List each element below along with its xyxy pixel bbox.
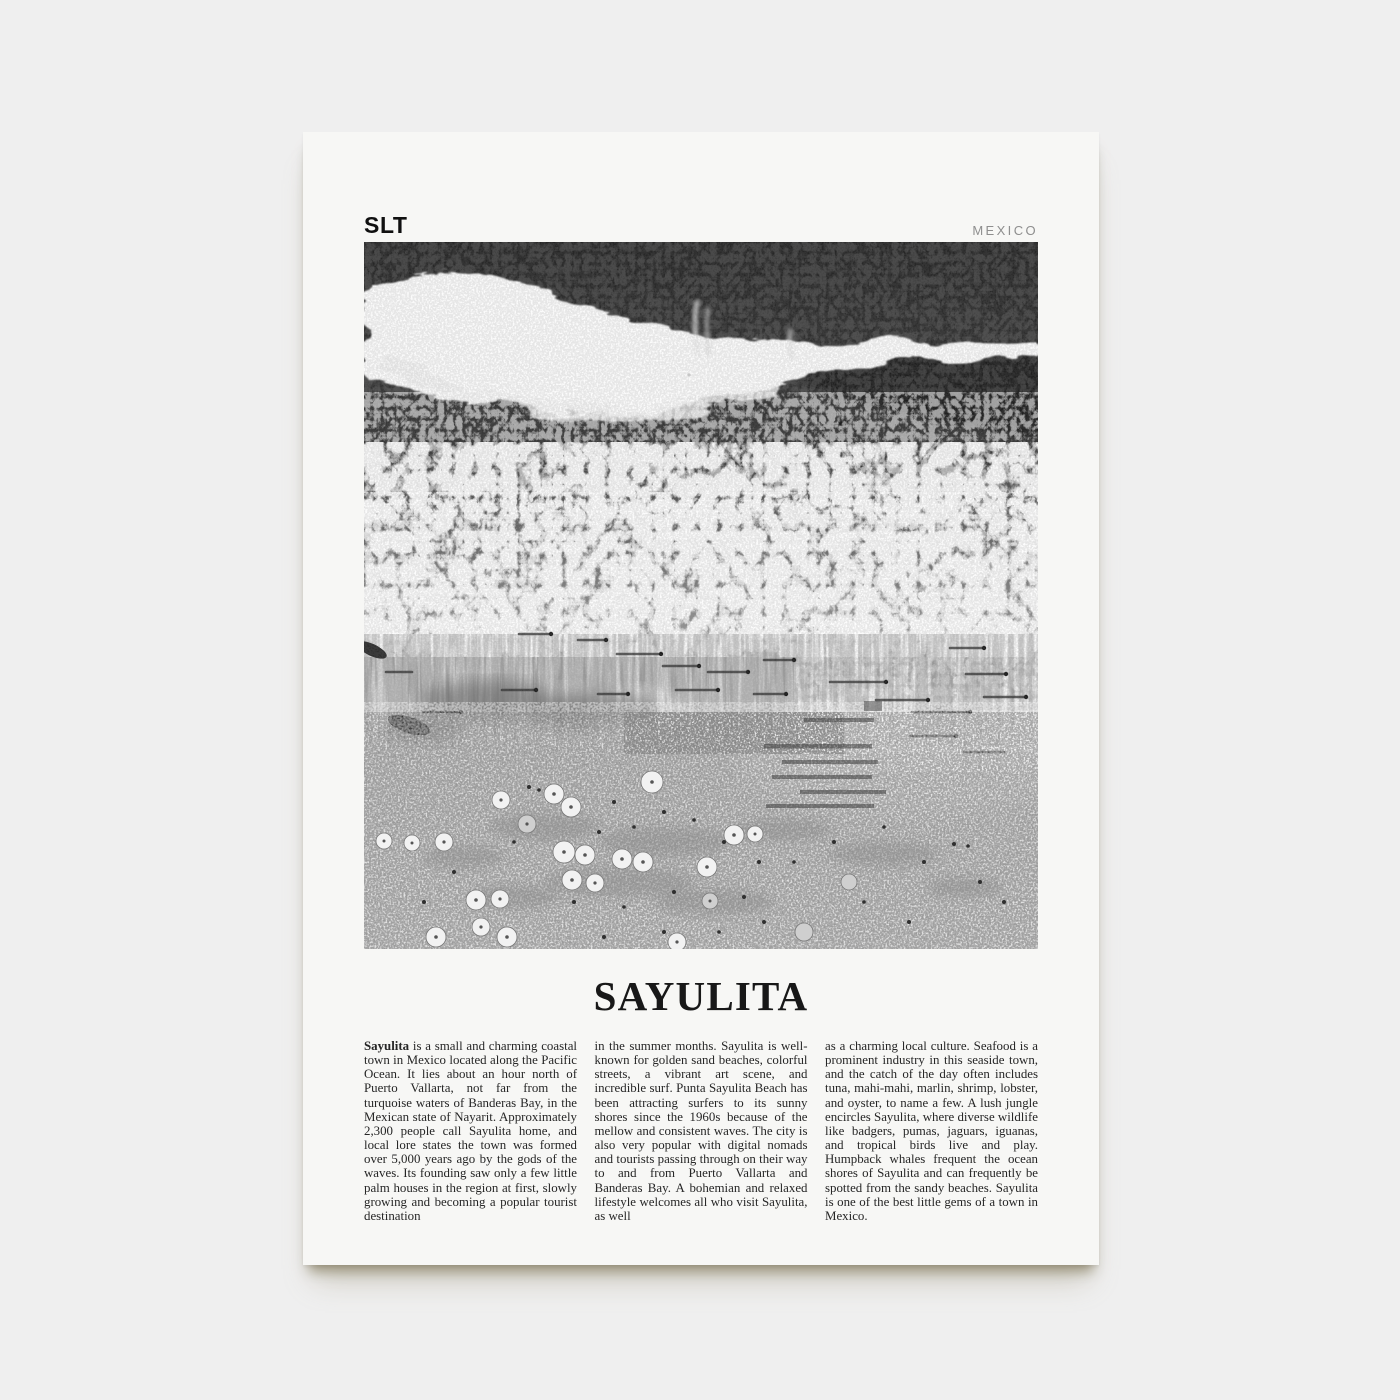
- article-column-1: [364, 1039, 577, 1223]
- aerial-beach-photo-art: [364, 242, 1038, 949]
- brand-logo: SLT: [364, 212, 408, 238]
- poster-content: [303, 132, 1099, 1223]
- hero-photo: [364, 242, 1038, 949]
- article-column-3: [825, 1039, 1038, 1223]
- lead-word: Sayulita: [364, 1039, 410, 1053]
- masthead: [364, 212, 1038, 237]
- page-title: SAYULITA: [593, 973, 809, 1019]
- article-columns: [364, 1039, 1038, 1223]
- column-text: as a charming local culture. Seafood is a prominent industry in this seaside town, and the catch of the day often includes tuna, mahi-mahi, marlin, shrimp, lobster, and oyster, to name a few. A lush jungle encircles Sayulita, where diverse wildlife like badgers, pumas, jaguars, iguanas, and tropical birds live and play. Humpback whales frequent the ocean shores of Sayulita and can frequently be spotted from the sandy beaches. Sayulita is one of the best little gems of a town in Mexico.: [825, 1039, 1038, 1223]
- column-text: is a small and charming coastal town in Mexico located along the Pacific Ocean. It lies about an hour north of Puerto Vallarta, not far from the turquoise waters of Banderas Bay, in the Mexican state of Nayarit. Approximately 2,300 people call Sayulita home, and local lore states the town was formed over 5,000 years ago by the gods of the waves. Its founding saw only a few little palm houses in the region at first, slowly growing and becoming a popular tourist destination: [364, 1039, 577, 1223]
- article-column-2: [595, 1039, 808, 1223]
- country-label: MEXICO: [972, 223, 1038, 238]
- column-text: in the summer months. Sayulita is well-known for golden sand beaches, colorful streets, a vibrant art scene, and incredible surf. Punta Sayulita Beach has been attracting surfers to its sunny shores since the 1960s because of the mellow and consistent waves. The city is also very popular with digital nomads and tourists passing through on their way to and from Puerto Vallarta and Banderas Bay. A bohemian and relaxed lifestyle welcomes all who visit Sayulita, as well: [594, 1039, 808, 1223]
- travel-poster: [303, 132, 1099, 1265]
